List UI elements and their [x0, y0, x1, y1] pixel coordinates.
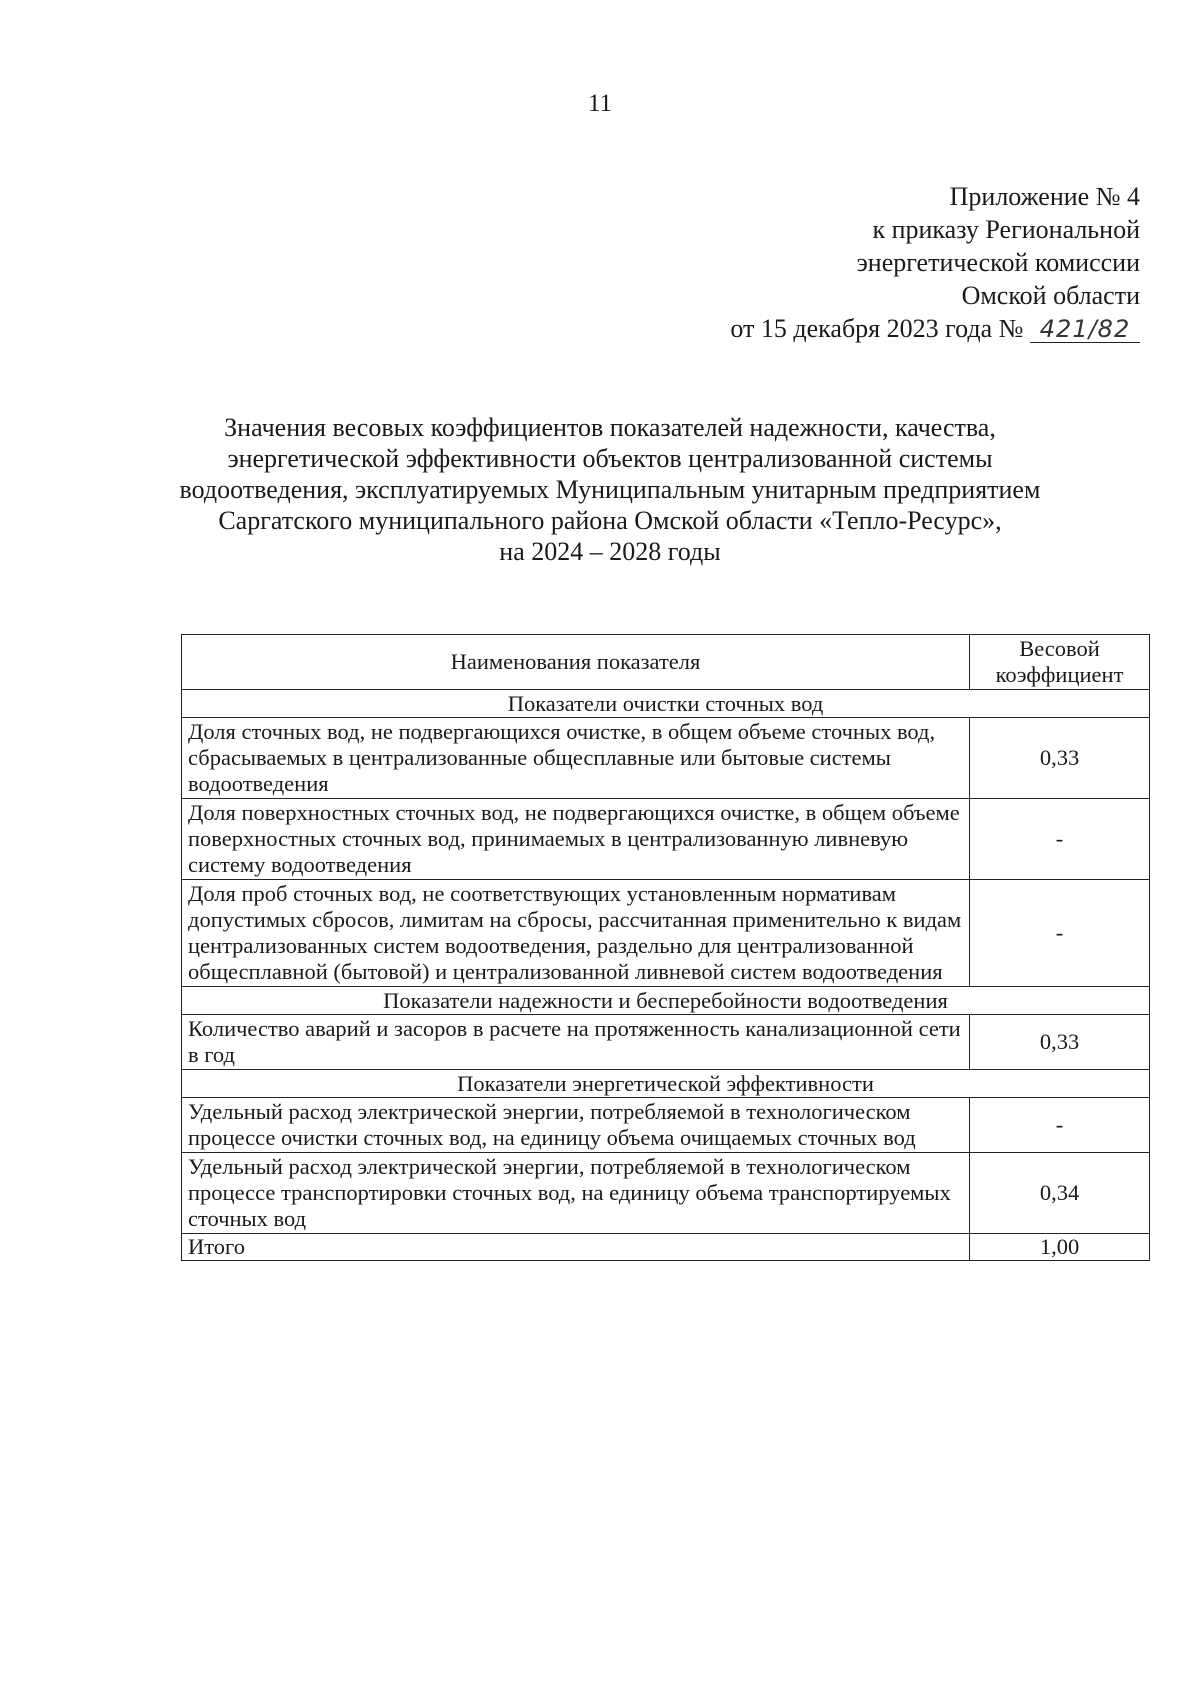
appendix-date: от 15 декабря 2023 года № [730, 314, 1024, 343]
appendix-commission: энергетической комиссии [856, 248, 1140, 277]
appendix-date-line [540, 312, 1140, 345]
indicator-name: Доля поверхностных сточных вод, не подвергающихся очистке, в общем объеме поверхностных сточных вод, принимаемых в централизованную ливневую систему водоотведения [182, 799, 970, 880]
appendix-header [540, 180, 1140, 345]
total-label: Итого [182, 1234, 970, 1261]
indicator-coefficient: 0,34 [970, 1153, 1150, 1234]
page-number: 11 [587, 90, 613, 117]
indicator-coefficient: 0,33 [970, 1015, 1150, 1070]
section-row [182, 987, 1150, 1015]
title-line: Значения весовых коэффициентов показателей надежности, качества, [224, 413, 996, 442]
table-row [182, 1153, 1150, 1234]
section-title-reliability: Показатели надежности и бесперебойности водоотведения [182, 987, 1150, 1015]
document-title [110, 412, 1110, 567]
handwritten-order-number: 421/82 [1030, 316, 1140, 343]
title-line: энергетической эффективности объектов централизованной системы [227, 444, 993, 473]
table-row [182, 1098, 1150, 1153]
indicator-name: Доля сточных вод, не подвергающихся очистке, в общем объеме сточных вод, сбрасываемых в централизованные общесплавные или бытовые системы водоотведения [182, 718, 970, 799]
table-header-row [182, 635, 1150, 690]
header-weight-coefficient: Весовой коэффициент [970, 635, 1150, 690]
indicator-coefficient: - [970, 799, 1150, 880]
indicator-name: Доля проб сточных вод, не соответствующих установленным нормативам допустимых сбросов, лимитам на сбросы, рассчитанная применительно к видам централизованных систем водоотведения, раздельно для централизованной общесплавной (бытовой) и централизованной ливневой систем водоотведения [182, 880, 970, 987]
indicator-coefficient: 0,33 [970, 718, 1150, 799]
total-value: 1,00 [970, 1234, 1150, 1261]
table-row [182, 880, 1150, 987]
appendix-title: Приложение № 4 [949, 182, 1140, 211]
header-indicator-name: Наименования показателя [182, 635, 970, 690]
indicator-name: Удельный расход электрической энергии, потребляемой в технологическом процессе транспортировки сточных вод, на единицу объема транспортируемых сточных вод [182, 1153, 970, 1234]
indicators-table [181, 634, 1150, 1261]
table-row [182, 1015, 1150, 1070]
section-title-energy-efficiency: Показатели энергетической эффективности [182, 1070, 1150, 1098]
section-row [182, 1070, 1150, 1098]
appendix-region: Омской области [961, 281, 1140, 310]
total-row [182, 1234, 1150, 1261]
indicator-coefficient: - [970, 880, 1150, 987]
table-row [182, 799, 1150, 880]
appendix-order-ref: к приказу Региональной [872, 215, 1140, 244]
indicator-coefficient: - [970, 1098, 1150, 1153]
section-row [182, 690, 1150, 718]
title-line: Саргатского муниципального района Омской области «Тепло-Ресурс», [218, 506, 1002, 535]
title-line: на 2024 – 2028 годы [499, 537, 721, 566]
table-row [182, 718, 1150, 799]
section-title-wastewater-treatment: Показатели очистки сточных вод [182, 690, 1150, 718]
indicator-name: Удельный расход электрической энергии, потребляемой в технологическом процессе очистки сточных вод, на единицу объема очищаемых сточных вод [182, 1098, 970, 1153]
indicator-name: Количество аварий и засоров в расчете на протяженность канализационной сети в год [182, 1015, 970, 1070]
title-line: водоотведения, эксплуатируемых Муниципальным унитарным предприятием [179, 475, 1041, 504]
